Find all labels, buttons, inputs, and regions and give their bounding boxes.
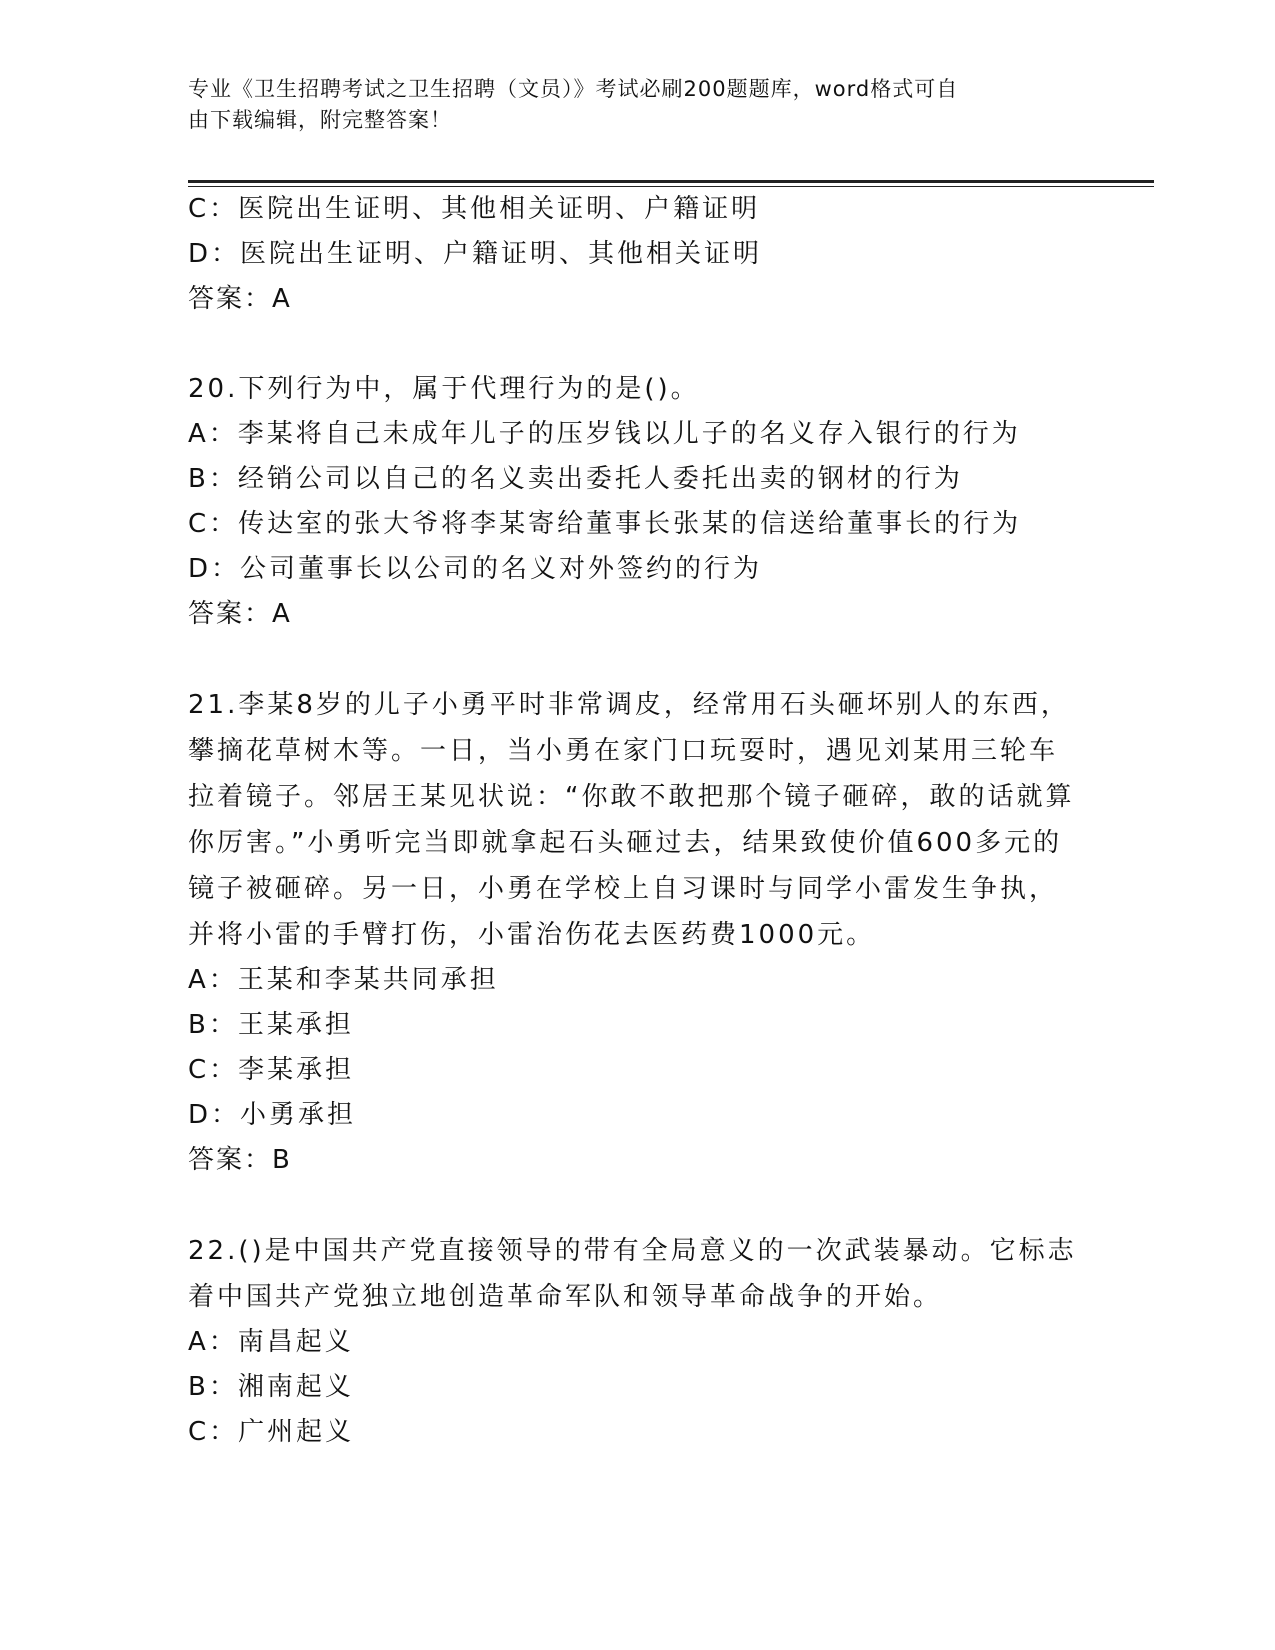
q22-option-c: C：广州起义 bbox=[188, 1417, 355, 1447]
q22-option-b: B：湘南起义 bbox=[188, 1372, 354, 1402]
q21-stem: 21.李某8岁的儿子小勇平时非常调皮，经常用石头砸坏别人的东西，攀摘花草树木等。一日，当小勇在家门口玩耍时，遇见刘某用三轮车拉着镜子。邻居王某见状说：“你敢不敢把那个镜子砸碎，敢的话就算你厉害。”小勇听完当即就拿起石头砸过去，结果致使价值600多元的镜子被砸碎。另一日，小勇在学校上自习课时与同学小雷发生争执，并将小雷的手臂打伤，小雷治伤花去医药费1000元。 bbox=[188, 690, 1075, 950]
q20-stem: 20.下列行为中，属于代理行为的是()。 bbox=[188, 374, 700, 404]
q21-option-b: B：王某承担 bbox=[188, 1010, 354, 1040]
q21-option-a: A：王某和李某共同承担 bbox=[188, 965, 499, 995]
document-header bbox=[188, 74, 1088, 136]
q21-answer: 答案：B bbox=[188, 1145, 292, 1175]
q20-option-a: A：李某将自己未成年儿子的压岁钱以儿子的名义存入银行的行为 bbox=[188, 419, 1021, 449]
spacer bbox=[188, 1183, 1078, 1228]
q22-option-a: A：南昌起义 bbox=[188, 1327, 354, 1357]
q20-option-b: B：经销公司以自己的名义卖出委托人委托出卖的钢材的行为 bbox=[188, 464, 963, 494]
header-line-1: 专业《卫生招聘考试之卫生招聘（文员）》考试必刷200题题库，word格式可自 bbox=[188, 77, 959, 101]
q22-stem: 22.()是中国共产党直接领导的带有全局意义的一次武装暴动。它标志着中国共产党独立地创造革命军队和领导革命战争的开始。 bbox=[188, 1236, 1077, 1312]
spacer bbox=[188, 322, 1078, 367]
q21-option-c: C：李某承担 bbox=[188, 1055, 355, 1085]
header-divider-thick bbox=[188, 180, 1154, 183]
prev-option-c: C：医院出生证明、其他相关证明、户籍证明 bbox=[188, 194, 761, 224]
q20-option-c: C：传达室的张大爷将李某寄给董事长张某的信送给董事长的行为 bbox=[188, 509, 1022, 539]
header-line-2: 由下载编辑，附完整答案！ bbox=[188, 108, 452, 132]
prev-answer: 答案：A bbox=[188, 284, 292, 314]
question-content bbox=[188, 187, 1078, 1455]
q21-option-d: D：小勇承担 bbox=[188, 1100, 357, 1130]
q20-answer: 答案：A bbox=[188, 599, 292, 629]
spacer bbox=[188, 637, 1078, 682]
q20-option-d: D：公司董事长以公司的名义对外签约的行为 bbox=[188, 554, 763, 584]
prev-option-d: D：医院出生证明、户籍证明、其他相关证明 bbox=[188, 239, 763, 269]
